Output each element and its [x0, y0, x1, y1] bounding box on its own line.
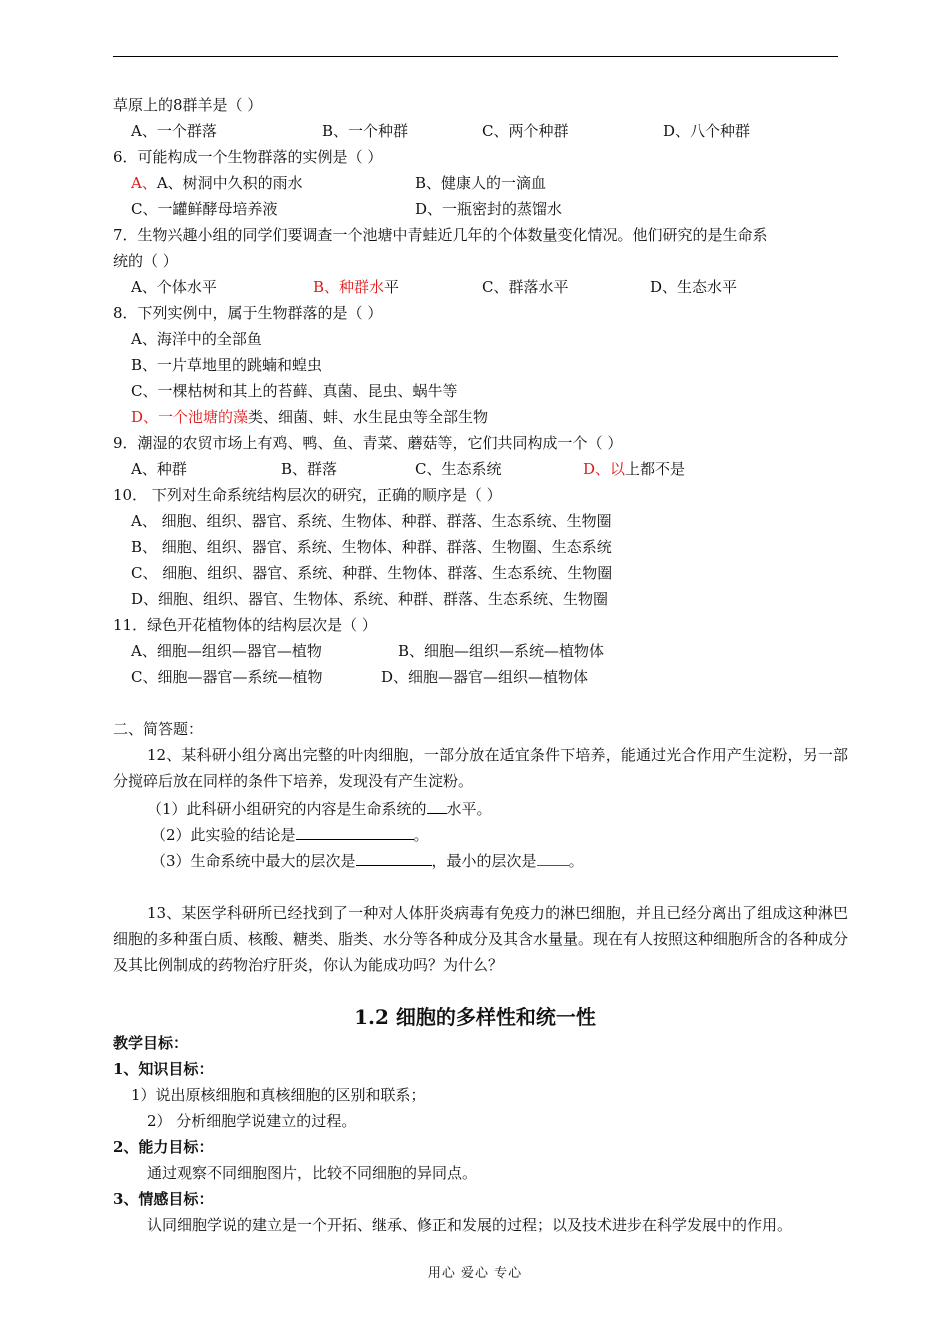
q5-option-c: C、两个种群 [482, 122, 569, 140]
lesson-title: 1.2 细胞的多样性和统一性 [354, 1005, 596, 1029]
q7-stem-line2: 统的（ ） [113, 252, 178, 270]
header-rule [113, 56, 838, 57]
q8-option-c: C、一棵枯树和其上的苔藓、真菌、昆虫、蜗牛等 [131, 382, 458, 400]
q11-stem: 11．绿色开花植物体的结构层次是（ ） [113, 616, 377, 634]
q6-option-d: D、一瓶密封的蒸馏水 [415, 200, 563, 218]
q12-sub1: （1）此科研小组研究的内容是生命系统的 水平。 [147, 797, 492, 819]
emotion-goal-heading: 3、情感目标： [113, 1190, 214, 1208]
q11-option-c: C、细胞—器官—系统—植物 [131, 668, 323, 686]
q12-blank-2[interactable] [296, 823, 414, 840]
q9-option-d-highlight: D、以 [583, 460, 626, 478]
q5-stem: 草原上的8群羊是（ ） [113, 96, 263, 114]
q9-stem: 9．潮湿的农贸市场上有鸡、鸭、鱼、青菜、蘑菇等，它们共同构成一个（ ） [113, 434, 623, 452]
q6-option-b: B、健康人的一滴血 [415, 174, 547, 192]
q12-blank-3[interactable] [356, 849, 432, 866]
q10-option-b: B、 细胞、组织、器官、系统、生物体、种群、群落、生物圈、生态系统 [131, 538, 612, 556]
teaching-goals-heading: 教学目标： [113, 1034, 189, 1052]
q10-option-d: D、细胞、组织、器官、生物体、系统、种群、群落、生态系统、生物圈 [131, 590, 609, 608]
q5-option-d: D、八个种群 [663, 122, 751, 140]
q6-option-a: A、A、树洞中久积的雨水 [131, 174, 303, 192]
emotion-goal-1: 认同细胞学说的建立是一个开拓、继承、修正和发展的过程；以及技术进步在科学发展中的作用。 [147, 1216, 793, 1234]
q7-option-b: B、种群水平 [313, 278, 400, 296]
q9-option-d: D、以上都不是 [583, 460, 686, 478]
q9-option-a: A、种群 [131, 460, 187, 478]
q7-option-a: A、个体水平 [131, 278, 217, 296]
q12-blank-1[interactable] [427, 797, 447, 814]
q7-option-c: C、群落水平 [482, 278, 569, 296]
q8-option-a: A、海洋中的全部鱼 [131, 330, 262, 348]
ability-goal-1: 通过观察不同细胞图片，比较不同细胞的异同点。 [147, 1164, 478, 1182]
q12-paragraph: 12、某科研小组分离出完整的叶肉细胞，一部分放在适宜条件下培养，能通过光合作用产生淀粉，另一部分搅碎后放在同样的条件下培养，发现没有产生淀粉。 [113, 746, 848, 790]
q11-option-a: A、细胞—组织—器官—植物 [131, 642, 322, 660]
q7-option-d: D、生态水平 [650, 278, 738, 296]
q12-blank-4[interactable] [537, 849, 569, 866]
q8-option-d-highlight: D、一个池塘的藻 [131, 408, 249, 426]
q7-option-b-highlight: B、种群水 [313, 278, 385, 296]
section-heading: 二、简答题： [113, 720, 204, 738]
q10-stem: 10． 下列对生命系统结构层次的研究，正确的顺序是（ ） [113, 486, 502, 504]
q9-option-c: C、生态系统 [415, 460, 502, 478]
q5-option-b: B、一个种群 [322, 122, 409, 140]
q6-stem: 6．可能构成一个生物群落的实例是（ ） [113, 148, 383, 166]
knowledge-goal-2: 2） 分析细胞学说建立的过程。 [147, 1112, 357, 1130]
knowledge-goal-1: 1）说出原核细胞和真核细胞的区别和联系； [131, 1086, 426, 1104]
q8-stem: 8．下列实例中，属于生物群落的是（ ） [113, 304, 383, 322]
q13-paragraph: 13、某医学科研所已经找到了一种对人体肝炎病毒有免疫力的淋巴细胞，并且已经分离出了组成这种淋巴细胞的多种蛋白质、核酸、糖类、脂类、水分等各种成分及其含水量量。现在有人按照这种细胞所含的各种成分及其比例制成的药物治疗肝炎，你认为能成功吗？为什么？ [113, 904, 849, 974]
q8-option-d: D、一个池塘的藻类、细菌、蚌、水生昆虫等全部生物 [131, 408, 489, 426]
knowledge-goal-heading: 1、知识目标： [113, 1060, 214, 1078]
q11-option-b: B、细胞—组织—系统—植物体 [398, 642, 605, 660]
q7-stem-line1: 7．生物兴趣小组的同学们要调查一个池塘中青蛙近几年的个体数量变化情况。他们研究的是生命系 [113, 226, 768, 244]
q8-option-b: B、一片草地里的跳蝻和蝗虫 [131, 356, 323, 374]
ability-goal-heading: 2、能力目标： [113, 1138, 214, 1156]
q10-option-a: A、 细胞、组织、器官、系统、生物体、种群、群落、生态系统、生物圈 [131, 512, 612, 530]
q6-option-c: C、一罐鲜酵母培养液 [131, 200, 278, 218]
q5-option-a: A、一个群落 [131, 122, 217, 140]
page-footer: 用心 爱心 专心 [427, 1266, 523, 1281]
q12-sub3: （3）生命系统中最大的层次是 ，最小的层次是 。 [151, 849, 584, 871]
q12-sub2: （2）此实验的结论是 。 [151, 823, 429, 845]
q11-option-d: D、细胞—器官—组织—植物体 [381, 668, 589, 686]
q10-option-c: C、 细胞、组织、器官、系统、种群、生物体、群落、生态系统、生物圈 [131, 564, 613, 582]
q9-option-b: B、群落 [281, 460, 338, 478]
